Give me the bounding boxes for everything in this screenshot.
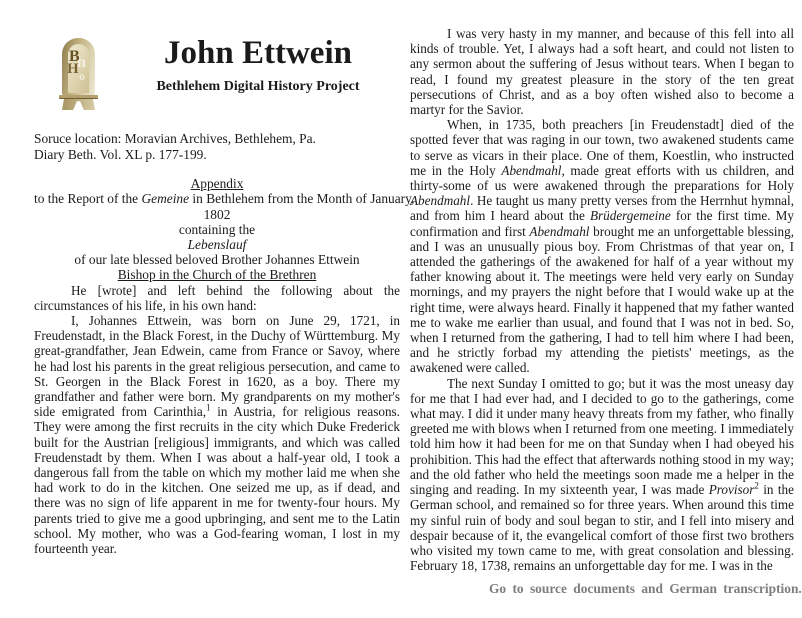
source-location	[34, 131, 400, 162]
text-segment: . He taught us many pretty verses from the Herrnhut hymnal, and from him I heard about the	[410, 193, 794, 224]
appendix-line	[34, 176, 400, 191]
source-documents-link[interactable]: source documents	[529, 581, 636, 597]
header-text	[116, 36, 400, 94]
text-segment: Abendmahl	[410, 193, 471, 209]
appendix-line	[34, 191, 415, 207]
source-location-line: Soruce location: Moravian Archives, Bethlehem, Pa.	[34, 131, 316, 146]
appendix-line	[34, 222, 400, 237]
german-transcription-link[interactable]: German transcription	[669, 581, 799, 597]
text-segment: and	[635, 581, 670, 597]
appendix-line	[34, 252, 400, 267]
text-segment: containing the	[178, 221, 256, 237]
text-segment: , made great efforts with us children, and thirty-some of us were awakened through the preparations for Holy	[410, 162, 794, 194]
text-segment: Appendix	[190, 176, 244, 192]
right-paragraph-3	[410, 376, 794, 574]
text-segment: Go to	[489, 581, 530, 597]
text-segment: Gemeine	[141, 191, 190, 207]
left-column	[34, 0, 415, 618]
right-paragraph-1	[410, 26, 794, 117]
page-title: John Ettwein	[164, 35, 352, 71]
appendix-heading	[34, 176, 415, 283]
text-segment: Abendmahl	[529, 223, 590, 239]
text-segment: He [wrote] and left behind the following about the circumstances of his life, in his own hand:	[34, 282, 400, 313]
text-segment: 1802	[203, 206, 231, 222]
text-segment: I, Johannes Ettwein, was born on June 29, 1721, in Freudenstadt, in the Black Forest, in the Duchy of Württemburg. My great-grandfather, Jean Edwein, came from France or Savoy, where he had lost his parents in the great religious persecution, and came to St. Georgen in the Black Forest in 1620, as a boy. There my grandfather and father were born. My grandparents on my mother's side emigrated from Carinthia,	[34, 313, 400, 420]
logo-base-shelf	[59, 95, 98, 99]
logo-base-legs	[62, 99, 95, 110]
bdhp-arch-logo-icon	[58, 38, 100, 110]
text-segment: Provisor	[708, 482, 755, 498]
left-paragraph-2	[34, 313, 400, 556]
logo-ghost-letter: h	[77, 54, 86, 71]
text-segment: in the German school, and remained so for three years. When around this time my sinful ruin of body and soul began to stir, and I fell into misery and despair because of it, the evangelical comfort of those first two brothers who visited my town came to me, with great consolation and blessing. February 18, 1738, remains an unforgettable day for me. I was in the	[410, 482, 794, 574]
text-segment: Abendmahl	[501, 162, 562, 178]
text-segment: Bishop in the Church of the Brethren	[117, 267, 317, 283]
text-segment: When, in 1735, both preachers [in Freudenstadt] died of the spotted fever that was raging in our town, two awakened students came to serve as vicars in their place. One of them, Koestlin, who instructed me in the Holy	[410, 117, 794, 178]
logo-letter-b: B	[69, 48, 80, 65]
right-column	[410, 0, 802, 618]
appendix-line	[34, 207, 400, 222]
text-segment: Brüdergemeine	[589, 208, 671, 224]
footer-links	[410, 581, 802, 597]
text-segment: .	[798, 581, 802, 597]
text-segment: in Austria, for religious reasons. They were among the first recruits in the city which Duke Frederick built for the Austrian [religious] immigrants, and which was called Freudenstadt by them. When I was about a half-year old, I took a dangerous fall from the table on which my mother laid me when she had work to do in the kitchen. One seized me up, as if dead, and there was no sign of life apparent in me for twenty-four hours. My parents tried to give me a good upbringing, and sent me to the Latin school. My mother, who was a God-fearing woman, I lost in my fourteenth year.	[34, 404, 400, 557]
header	[58, 36, 400, 110]
text-segment: Lebenslauf	[187, 237, 247, 252]
text-segment: 2	[754, 480, 759, 491]
text-segment: I was very hasty in my manner, and because of this fell into all kinds of trouble. Yet, I always had a soft heart, and could not listen to any sermon about the suffering of Jesus without tears. When I began to read, I found my greatest pleasure in the story of the ten great persecutions of Christ, and as a boy often wished also to become a martyr for the Savior.	[410, 26, 794, 118]
text-segment: for the first time. My confirmation and first	[410, 208, 794, 239]
logo-letter-h: H	[67, 61, 79, 77]
source-citation-line: Diary Beth. Vol. XL p. 177-199.	[34, 146, 207, 162]
text-segment: in Bethlehem from the Month of January,	[189, 191, 415, 207]
appendix-line	[34, 267, 400, 282]
project-subtitle: Bethlehem Digital History Project	[156, 79, 360, 94]
right-paragraph-2	[410, 117, 794, 375]
text-segment: 1	[206, 402, 211, 413]
appendix-line	[34, 237, 400, 252]
text-segment: of our late blessed beloved Brother Johannes Ettwein	[74, 252, 360, 268]
text-segment: The next Sunday I omitted to go; but it was the most uneasy day for me that I had ever had, and I decided to go to the gatherings, come what may. I did it under many heavy threats from my father, who finally greeted me with blows when I returned from one meeting. I immediately told him how it had been for me on that Sunday when I had obeyed his prohibition. This had the effect that afterwards nothing stood in my way; and the old father who held the meetings soon made me a helper in the singing and reading. In my sixteenth year, I was made	[410, 375, 794, 498]
text-segment: to the Report of the	[34, 191, 142, 207]
text-segment: brought me an unforgettable blessing, and I was an unusually pious boy. From Christmas of that year on, I attended the gatherings of the awakened for half of a year without my father knowing about it. The meetings were held very early on Sunday mornings, and my prayers the night before that I would wake up at the right time, were always heard. Finally it happened that my father wanted me to wake me earlier than usual, and found that I was not in bed. So, when I returned from the gathering, I had to tell him where I had been, and he strictly forbad my attending the pietists' meetings, as the awakened were called.	[410, 223, 794, 376]
left-paragraph-1	[34, 283, 400, 313]
logo-ghost-letter: o	[79, 69, 85, 83]
